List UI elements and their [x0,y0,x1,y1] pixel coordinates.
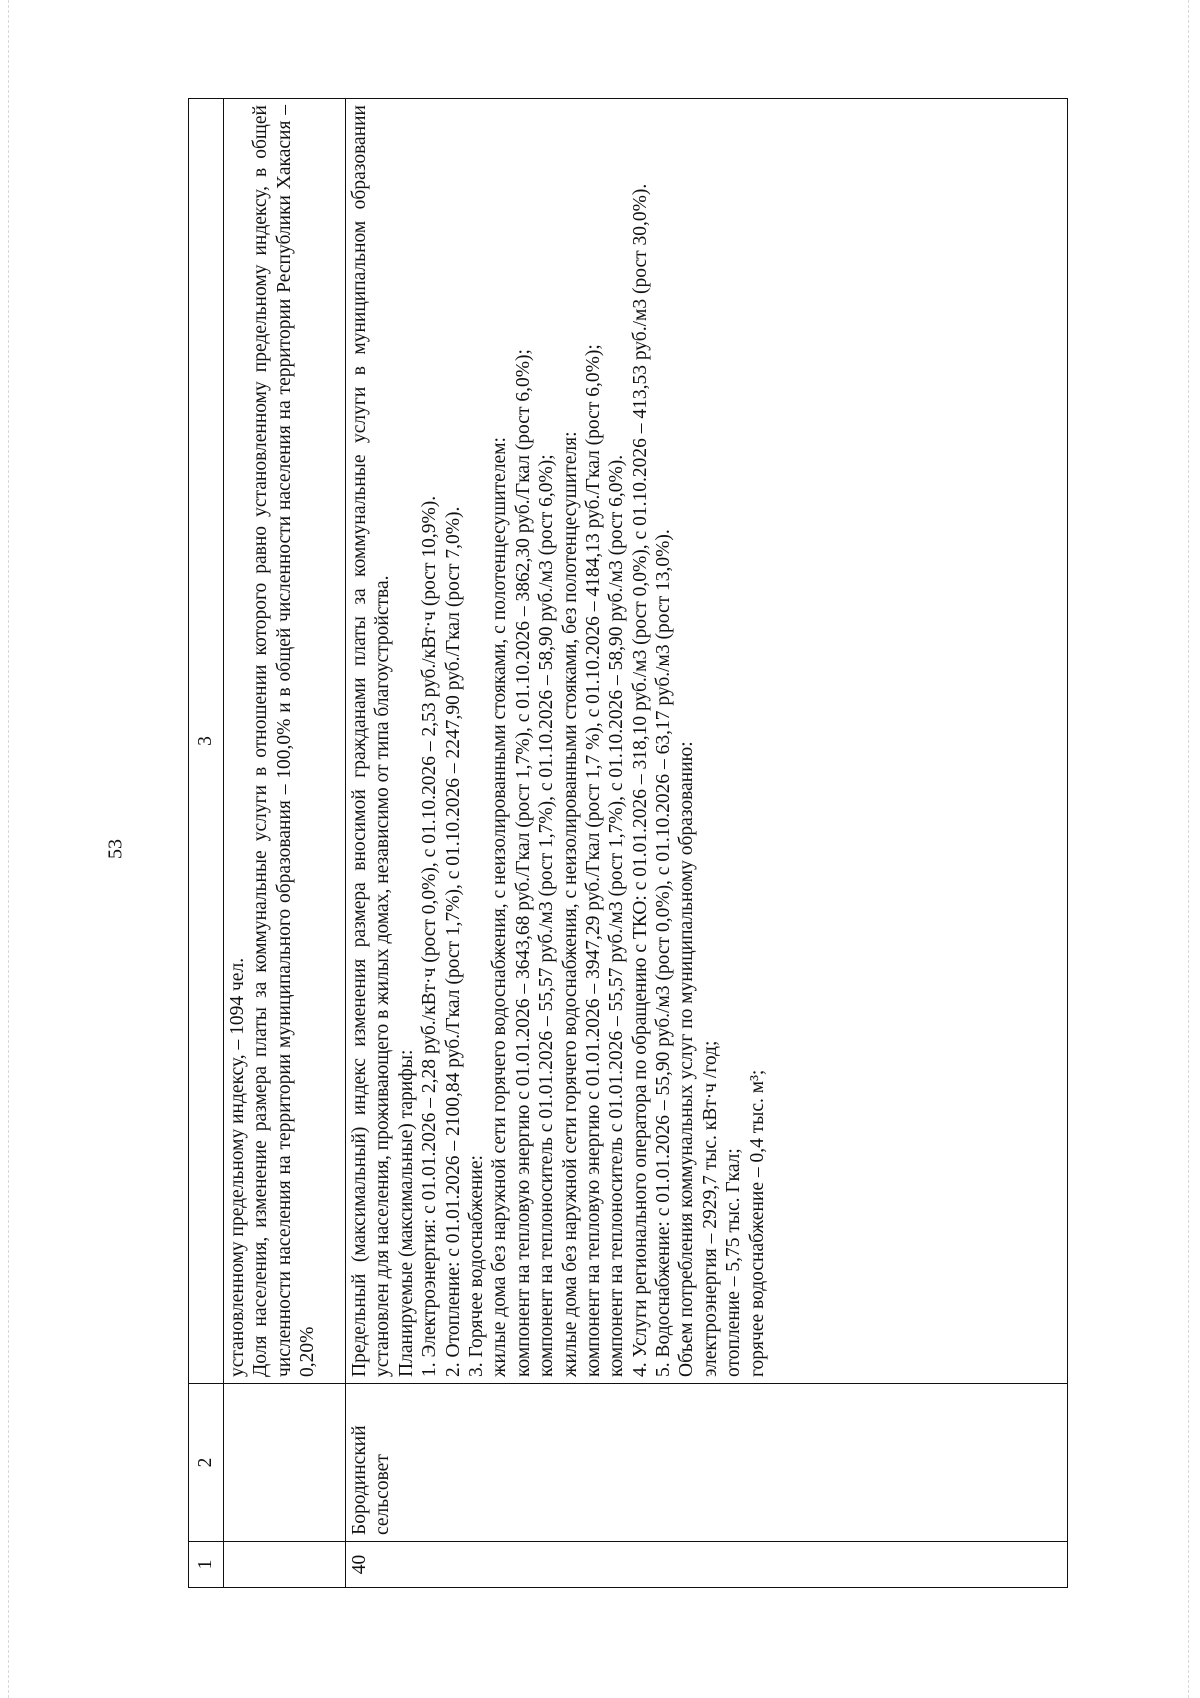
municipality-name: Бородинский сельсовет [346,1384,1068,1542]
text-line: отопление – 5,75 тыс. Гкал; [723,1148,745,1377]
text-line: компонент на теплоноситель с 01.01.2026 – 55,57 руб./м3 (рост 1,7%), с 01.10.2026 – 58,90 руб./м3 (рост 6,0%); [536,454,558,1377]
text-line: Планируемые (максимальные) тарифы: [395,1049,417,1377]
scan-edge-left [8,0,9,1698]
text-line: компонент на теплоноситель с 01.01.2026 – 55,57 руб./м3 (рост 1,7%), с 01.10.2026 – 58,90 руб./м3 (рост 6,0%). [606,454,628,1377]
tariff-table [188,98,1068,1588]
column-header: 1 [189,1542,224,1588]
row-number: 40 [346,1542,1068,1588]
row-description [346,99,1068,1384]
text-line: Доля населения, изменение размера платы за коммунальные услуги в отношении которого равно установленному предельному индексу, в общей численности населения на территории муниципального образования – 100,0% и в общей численности населения на территории Республики Хакасия – 0,20% [250,105,319,1377]
text-line: компонент на тепловую энергию с 01.01.2026 – 3643,68 руб./Гкал (рост 1,7%), с 01.10.2026 – 3862,30 руб./Гкал (рост 6,0%); [512,349,534,1377]
text-line: компонент на тепловую энергию с 01.01.2026 – 3947,29 руб./Гкал (рост 1,7 %), с 01.10.2026 – 4184,13 руб./Гкал (рост 6,0%); [582,344,604,1377]
text-line: горячее водоснабжение – 0,4 тыс. м³; [746,1069,768,1377]
rotated-page-content [188,98,1068,1588]
table-row [346,99,1068,1588]
text-line: Объем потребления коммунальных услуг по муниципальному образованию: [676,741,698,1377]
text-line: 2. Отопление: с 01.01.2026 – 2100,84 руб./Гкал (рост 1,7%), с 01.10.2026 – 2247,90 руб./Гкал (рост 7,0%). [442,506,464,1377]
row-description [224,99,346,1384]
text-line: 5. Водоснабжение: с 01.01.2026 – 55,90 руб./м3 (рост 0,0%), с 01.10.2026 – 63,17 руб./м3 (рост 13,0%). [653,529,675,1377]
text-line: Предельный (максимальный) индекс изменения размера вносимой гражданами платы за коммунальные услуги в муниципальном образовании установлен для населения, проживающего в жилых домах, независимо от типа благоустройства. [349,105,394,1377]
table-row [224,99,346,1588]
text-line: 4. Услуги регионального оператора по обращению с ТКО: с 01.01.2026 – 318,10 руб./м3 (рост 0,0%), с 01.10.2026 – 413,53 руб./м3 (рост 30,0%). [629,183,651,1377]
table-header-row [189,99,224,1588]
page-number: 53 [104,839,127,859]
text-line: установленному предельному индексу, – 1094 чел. [227,957,248,1377]
municipality-name [224,1384,346,1542]
text-line: 3. Горячее водоснабжение: [465,1155,487,1377]
row-number [224,1542,346,1588]
text-line: электроэнергия – 2929,7 тыс. кВт·ч /год; [699,1040,721,1377]
text-line: 1. Электроэнергия: с 01.01.2026 – 2,28 руб./кВт·ч (рост 0,0%), с 01.10.2026 – 2,53 руб./кВт·ч (рост 10,9%). [419,495,441,1377]
column-header: 3 [189,99,224,1384]
column-header: 2 [189,1384,224,1542]
text-line: жилые дома без наружной сети горячего водоснабжения, с неизолированными стояками, с полотенцесушителем: [489,437,511,1377]
scan-edge-right [1188,0,1189,1698]
text-line: жилые дома без наружной сети горячего водоснабжения, с неизолированными стояками, без полотенцесушителя: [559,431,581,1377]
